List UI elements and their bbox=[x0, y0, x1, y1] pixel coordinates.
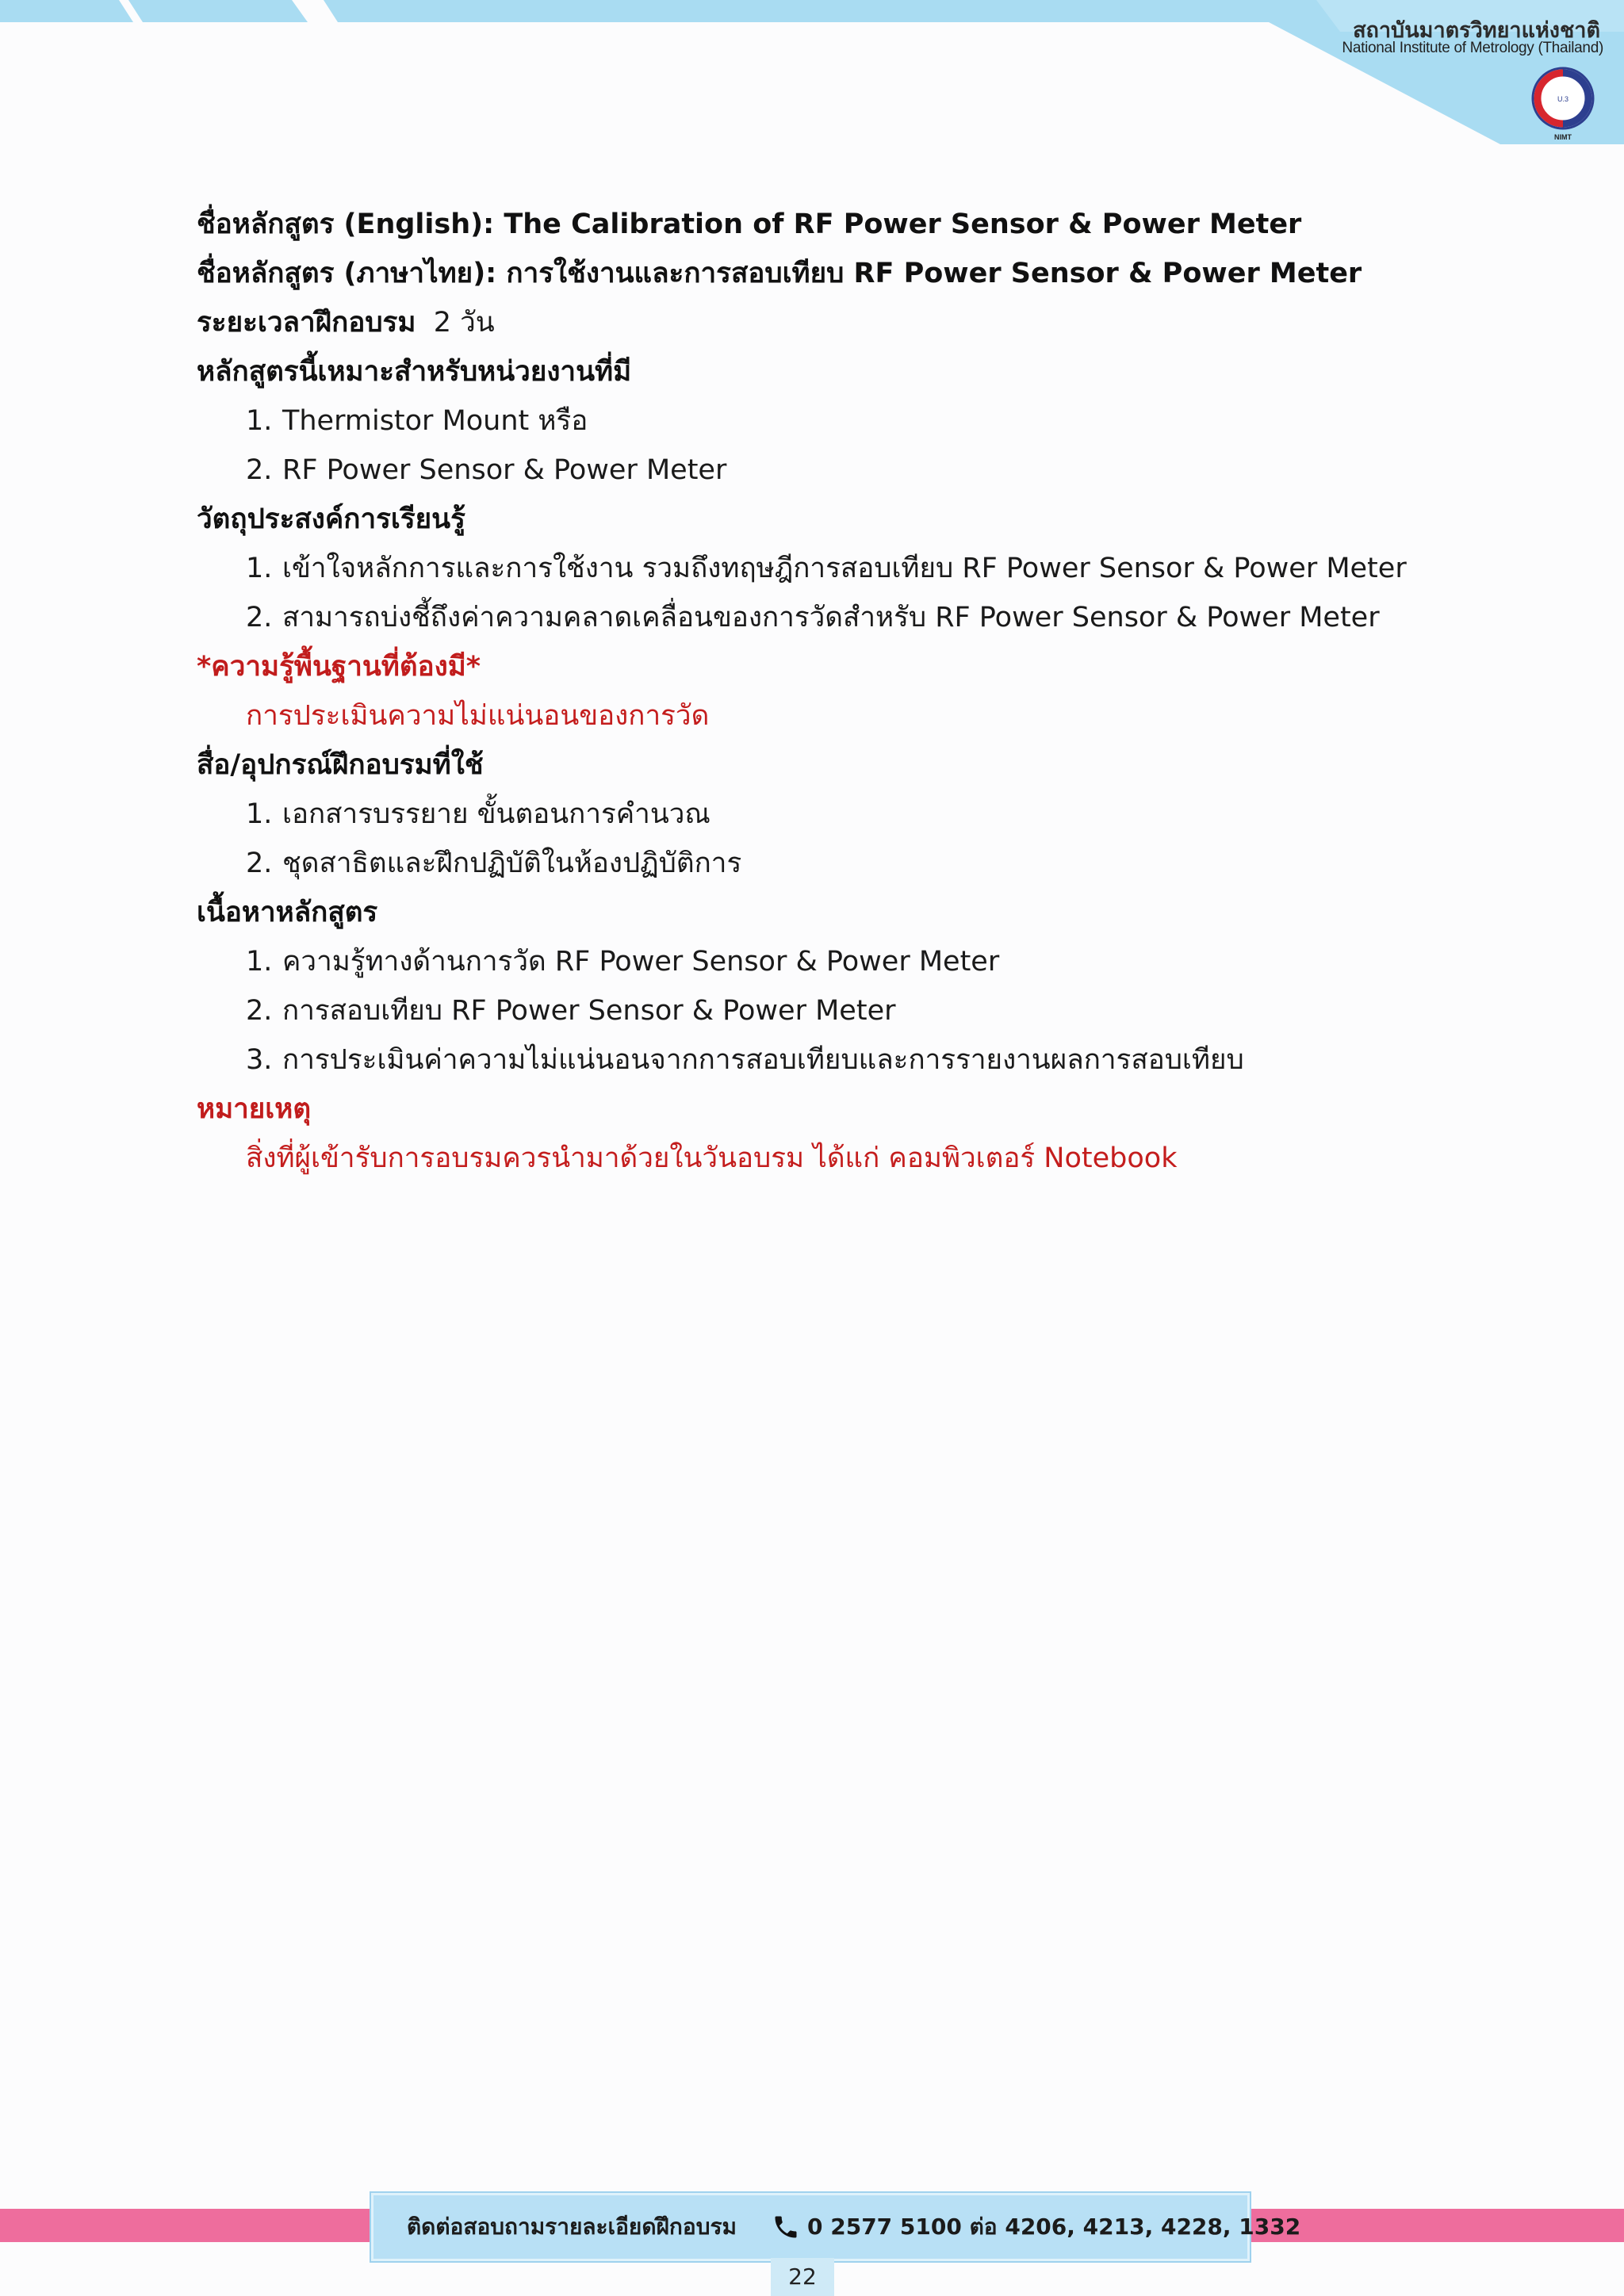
logo-text-bottom: NIMT bbox=[1554, 133, 1572, 141]
list-item bbox=[197, 396, 1434, 446]
list-item bbox=[197, 790, 1434, 839]
list-number: 2. bbox=[246, 848, 273, 879]
list-text: การประเมินค่าความไม่แน่นอนจากการสอบเทียบและการรายงานผลการสอบเทียบ bbox=[282, 1044, 1244, 1076]
course-details bbox=[197, 200, 1434, 1183]
objectives-heading: วัตถุประสงค์การเรียนรู้ bbox=[197, 503, 465, 535]
list-number: 2. bbox=[246, 454, 273, 486]
contact-box bbox=[371, 2193, 1301, 2261]
course-title-thai bbox=[197, 249, 1434, 298]
list-text: การสอบเทียบ RF Power Sensor & Power Meter bbox=[282, 995, 896, 1027]
org-name-english: National Institute of Metrology (Thailand) bbox=[1342, 40, 1603, 56]
list-text: ชุดสาธิตและฝึกปฏิบัติในห้องปฏิบัติการ bbox=[282, 848, 742, 879]
prerequisite-heading: *ความรู้พื้นฐานที่ต้องมี* bbox=[197, 651, 481, 683]
contact-label: ติดต่อสอบถามรายละเอียดฝึกอบรม bbox=[407, 2214, 737, 2240]
list-number: 3. bbox=[246, 1044, 273, 1076]
list-number: 2. bbox=[246, 602, 273, 633]
course-title-thai-value: การใช้งานและการสอบเทียบ RF Power Sensor & Power Meter bbox=[506, 258, 1362, 289]
list-item bbox=[197, 839, 1434, 888]
list-text: เอกสารบรรยาย ขั้นตอนการคำนวณ bbox=[282, 798, 710, 830]
course-content-heading: เนื้อหาหลักสูตร bbox=[197, 897, 378, 928]
note-text: สิ่งที่ผู้เข้ารับการอบรมควรนำมาด้วยในวันอบรม ได้แก่ คอมพิวเตอร์ Notebook bbox=[246, 1142, 1178, 1174]
course-title-english-label: ชื่อหลักสูตร (English): bbox=[197, 209, 495, 240]
suitable-heading: หลักสูตรนี้เหมาะสำหรับหน่วยงานที่มี bbox=[197, 356, 632, 388]
list-text: RF Power Sensor & Power Meter bbox=[282, 454, 727, 486]
course-title-english bbox=[197, 200, 1434, 249]
list-text: สามารถบ่งชี้ถึงค่าความคลาดเคลื่อนของการวัดสำหรับ RF Power Sensor & Power Meter bbox=[282, 602, 1380, 633]
list-text: เข้าใจหลักการและการใช้งาน รวมถึงทฤษฎีการสอบเทียบ RF Power Sensor & Power Meter bbox=[282, 553, 1407, 584]
training-media-heading: สื่อ/อุปกรณ์ฝึกอบรมที่ใช้ bbox=[197, 749, 484, 781]
list-text: ความรู้ทางด้านการวัด RF Power Sensor & Power Meter bbox=[282, 946, 1000, 978]
list-number: 2. bbox=[246, 995, 273, 1027]
logo-text-top: U.3 bbox=[1557, 95, 1569, 103]
prerequisite-text: การประเมินความไม่แน่นอนของการวัด bbox=[246, 700, 710, 732]
course-duration bbox=[197, 298, 1434, 347]
course-title-english-value: The Calibration of RF Power Sensor & Power Meter bbox=[504, 209, 1302, 240]
page-number: 22 bbox=[771, 2258, 834, 2296]
list-item bbox=[197, 544, 1434, 593]
list-number: 1. bbox=[246, 553, 273, 584]
list-number: 1. bbox=[246, 946, 273, 978]
list-text: Thermistor Mount หรือ bbox=[282, 405, 588, 437]
duration-label: ระยะเวลาฝึกอบรม bbox=[197, 307, 416, 339]
list-number: 1. bbox=[246, 405, 273, 437]
list-item bbox=[197, 593, 1434, 642]
list-item bbox=[197, 1035, 1434, 1085]
list-item bbox=[197, 446, 1434, 495]
list-item bbox=[197, 937, 1434, 986]
course-title-thai-label: ชื่อหลักสูตร (ภาษาไทย): bbox=[197, 258, 497, 289]
list-number: 1. bbox=[246, 798, 273, 830]
list-item bbox=[197, 986, 1434, 1035]
org-name-thai: สถาบันมาตรวิทยาแห่งชาติ bbox=[1353, 18, 1600, 43]
contact-phone-number: 0 2577 5100 ต่อ 4206, 4213, 4228, 1332 bbox=[807, 2214, 1301, 2240]
phone-icon bbox=[772, 2213, 800, 2241]
note-heading: หมายเหตุ bbox=[197, 1093, 312, 1125]
duration-value: 2 วัน bbox=[433, 307, 495, 339]
nimt-logo-icon bbox=[1523, 63, 1603, 143]
